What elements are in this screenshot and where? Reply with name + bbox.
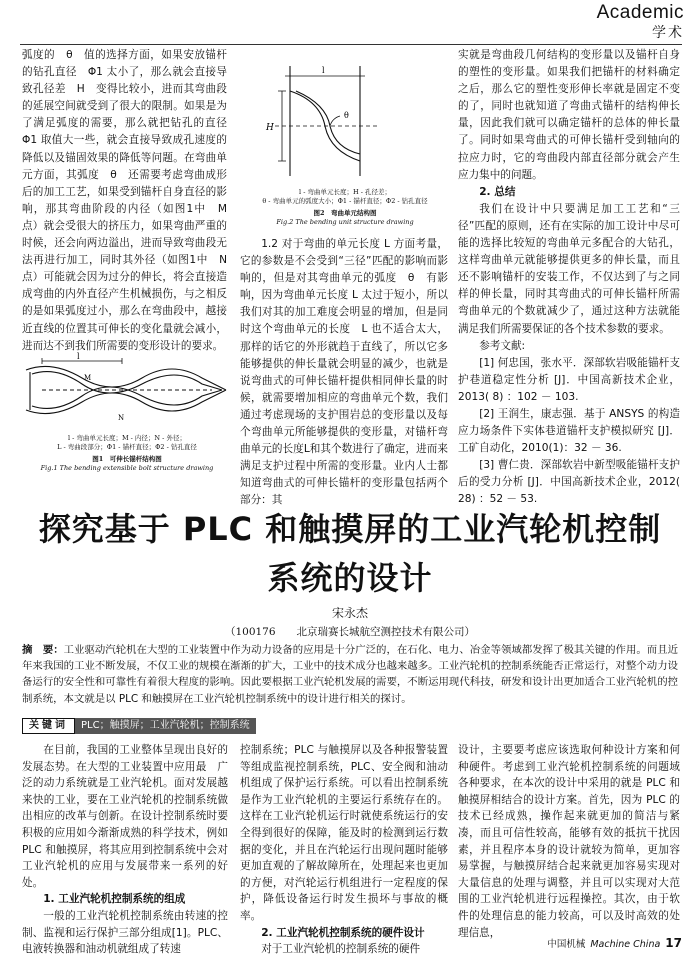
fig1-legend-1: l - 弯曲单元长度；M - 内径；N - 外径； (68, 434, 186, 442)
body-col2-paragraph-2: 对于工业汽轮机的控制系统的硬件 (261, 943, 421, 956)
col1-text (22, 47, 238, 355)
header-brand: Academic (596, 2, 684, 23)
body-col1 (22, 742, 228, 958)
col3-heading: 2. 总结 (479, 185, 516, 198)
fig2-legend-1: l - 弯曲单元长度；H - 孔径差； (299, 188, 391, 196)
fig2-caption-cn: 图2 弯曲单元结构图 (313, 209, 377, 217)
article-title-line-1: 探究基于 PLC 和触摸屏的工业汽轮机控制 (38, 510, 662, 548)
fig1-caption-cn: 图1 可伸长锚杆结构图 (92, 455, 162, 463)
col3-text (458, 47, 680, 509)
reference-2: [2] 王润生，康志强．基于 ANSYS 的构造应力场条件下实体巷道锚杆支护模拟研究 [J]．工矿自动化，2010(1)：32 － 36. (458, 407, 680, 455)
body-col2-paragraph-1: 控制系统；PLC 与触摸屏以及各种报警装置等组成监视控制系统，PLC、安全阀和油动机组成了保护运行系统。可以看出控制系统是作为工业汽轮机的主要运行系统存在的。这样在工业汽轮机运行时就使系统运行的安全得到很好的保障，能及时的检测到运行数据的变化，并且在汽轮运行出现问题时能够更加直观的了解故障所在，处理起来也更加的方便，对汽轮运行机组进行一定程度的保护，降低设备运行时发生损坏与事故的概率。 (240, 744, 448, 922)
fig2-caption-en: Fig.2 The bending unit structure drawing (276, 218, 414, 226)
fig1-label-n: N (118, 414, 125, 422)
abstract (22, 642, 678, 707)
col3-references-heading: 参考文献: (479, 339, 526, 352)
keywords (22, 718, 256, 734)
figure-2 (240, 56, 450, 236)
col1-paragraph: 弧度的 θ 值的选择方面，如果安放锚杆的钻孔直径 Φ1 太小了，那么就会直接导致孔径差 H 变得比较小，进而其弯曲段的延展空间就受到了很大的限制。如果是为了满足弧度的需要，那么就把钻孔的直径 Φ1 取值大一些，就会直接导致成孔速度的降低以及锚固效果的降低等问题。在弯曲单元方面，其弧度 θ 还需要考虑弯曲成形后的加工工艺，如果受到锚杆自身直径的影响，那其弯曲阶段的内径（如图1中 M 点）就会受很大的挤压力，如果弯曲严重的时候，还会向两边溢出，进而导致弯曲段无法再进行加工，同时其外径（如图1中 N 点）可能就会因为过分的伸长，将会直接造成弯曲的内外直径产生机械损伤，与之相反的是如果弧度过小，那么在弯曲段中，越接近直线的位置其可伸长的变化量就会减小，进而达不到我们所需要的变形设计的要求。 (22, 49, 238, 352)
abstract-text: 工业驱动汽轮机在大型的工业装置中作为动力设备的应用是十分广泛的，在石化、电力、冶金等领域都发挥了极其关键的作用。而且近年来我国的工业不断发展，不仅工业的规模在渐渐的扩大，工业中的技术成分也越来越多。工业汽轮机的控制系统能否正常运行，对整个动力设备运行的安全性和可靠性有着很大程度的影响。因此要根据工业汽轮机发展的需要，不断运用现代科技，研发和设计出更加适合工业汽轮机的控制系统，本文就是以 PLC 和触摸屏在工业汽轮机控制系统中的设计进行相关的探讨。 (22, 644, 678, 705)
fig1-caption-en: Fig.1 The bending extensible bolt structure drawing (40, 464, 214, 472)
keywords-values: PLC；触摸屏；工业汽轮机；控制系统 (75, 718, 256, 734)
header-rule (20, 44, 682, 45)
footer-magazine-en: Machine China (590, 939, 661, 950)
article-title-line-2: 系统的设计 (267, 559, 433, 597)
body-col3 (458, 742, 680, 941)
col3-paragraph-1: 实就是弯曲段几何结构的变形量以及锚杆自身的塑性的变形量。如果我们把锚杆的材料确定之后，那么它的塑性变形伸长率就是固定不变的了，同时也就知道了弯曲式锚杆的结构伸长量，因此我们就可以确定锚杆的总体的伸长量了。同时如果弯曲式的可伸长锚杆受到轴向的拉应力时，它的弯曲段内部直径部分就会产生应力集中的问题。 (458, 49, 680, 181)
body-col3-paragraph-1: 设计，主要要考虑应该选取何种设计方案和何种硬件。考虑到工业汽轮机控制系统的问题域各种要求，在本次的设计中采用的就是 PLC 和触摸屏相结合的设计方案。首先，因为 PLC 的技术已经成熟，操作起来就更加的简洁与紧凑，而且可信性较高，能够有效的抵抗干扰因素，并且程序本身的设计就较为简单，更加容易掌握，与触摸屏结合起来就更加容易实现对大量信息的处理与调整，并且可以实现对大范围的工业汽轮机进行远程操控。其次，由于软件的处理信息的能力较高，可以及时高效的处理信息， (458, 744, 680, 939)
fig1-label-m: M (84, 374, 92, 382)
body-col1-paragraph-1: 在目前，我国的工业整体呈现出良好的发展态势。在大型的工业装置中应用最 广泛的动力系统就是工业汽轮机。面对发展越来快的工业，要在工业汽轮机的控制系统做出相应的改革与创新。在设计控制系统时要积极的应用如今渐渐成熟的科学技术，例如 PLC 和触摸屏，将其应用到控制系统中会对工业汽轮机的应用与发展带来一系列的好处。 (22, 744, 228, 889)
abstract-label: 摘 要： (22, 644, 64, 656)
fig1-legend-2: L - 弯曲段部分；Φ1 - 锚杆直径；Φ2 - 钻孔直径 (57, 443, 197, 451)
figure-1 (22, 350, 232, 482)
article-author: 宋永杰 (331, 606, 368, 620)
header-sub: 学术 (652, 25, 684, 41)
reference-3: [3] 曹仁贵．深部软岩中新型吸能锚杆支护后的受力分析 [J]．中国高新技术企业，2012( 28) ：52 － 53. (458, 459, 680, 506)
body-col1-paragraph-2: 一般的工业汽轮机控制系统由转速的控制、监视和运行保护三部分组成[1]。PLC、电液转换器和油动机就组成了转速 (22, 909, 228, 956)
figure-2-drawing (240, 56, 450, 184)
footer-magazine: 中国机械 (547, 939, 586, 950)
article-affiliation: （100176 北京瑞赛长城航空测控技术有限公司） (224, 626, 476, 638)
col2-text (240, 236, 448, 510)
footer-page-number: 17 (665, 936, 682, 950)
fig2-label-h: H (266, 123, 274, 133)
figure-1-drawing (22, 350, 232, 428)
keywords-label: 关键词 (22, 718, 75, 734)
body-col2-heading: 2. 工业汽轮机控制系统的硬件设计 (261, 926, 425, 939)
body-col2 (240, 742, 448, 958)
col2-paragraph: 1.2 对于弯曲的单元长度 L 方面考量，它的参数是不会受到“三径”匹配的影响而影响的，但是对其弯曲单元的弧度 θ 有影响，因为弯曲单元长度 L 太过于短小，所以我们对其的加工难度会明显的增加，但是同时这个弯曲单元的长度 L 也不适合太大，那样的话它的外形就趋于直线了，所以它多能够提供的伸长量就会明显的减少，也就是说弯曲式的可伸长锚杆提供相同伸长量的时候，就需要增加相应的弯曲单元个数，我们通过考虑现场的支护围岩总的变形量以及每个弯曲单元所能够提供的变形量，对锚杆弯曲单元的长度L和其个数进行了确定，进而来满足支护过程中所需的变形量。业内人士都知道弯曲式的可伸长锚杆的变形量包括两个部分：其 (240, 238, 448, 507)
reference-1: [1] 何忠国，张水平．深部软岩吸能锚杆支护巷道稳定性分析 [J]．中国高新技术企业，2013( 8) ：102 － 103. (458, 356, 680, 403)
fig2-label-l: l (322, 66, 325, 75)
footer (547, 936, 682, 950)
fig1-label-l: l (77, 352, 80, 361)
body-col1-heading: 1. 工业汽轮机控制系统的组成 (43, 893, 186, 906)
col3-paragraph-2: 我们在设计中只要满足加工工艺和“三径”匹配的原则，还有在实际的加工设计中尽可能的选择比较短的弯曲单元多配合的大钻孔，这样弯曲单元就能够提供更多的伸长量，而且还不影响锚杆的安装工作，不仅达到了与之同样的伸长量，同时其弯曲式的可伸长锚杆所需弯曲单元的个数就减少了，通过这种方法就能满足我们所需要保证的各个技术参数的要求。 (458, 202, 680, 335)
fig2-label-theta: θ (344, 111, 349, 120)
fig2-legend-2: θ - 弯曲单元的弧度大小；Φ1 - 锚杆直径；Φ2 - 钻孔直径 (262, 197, 428, 205)
